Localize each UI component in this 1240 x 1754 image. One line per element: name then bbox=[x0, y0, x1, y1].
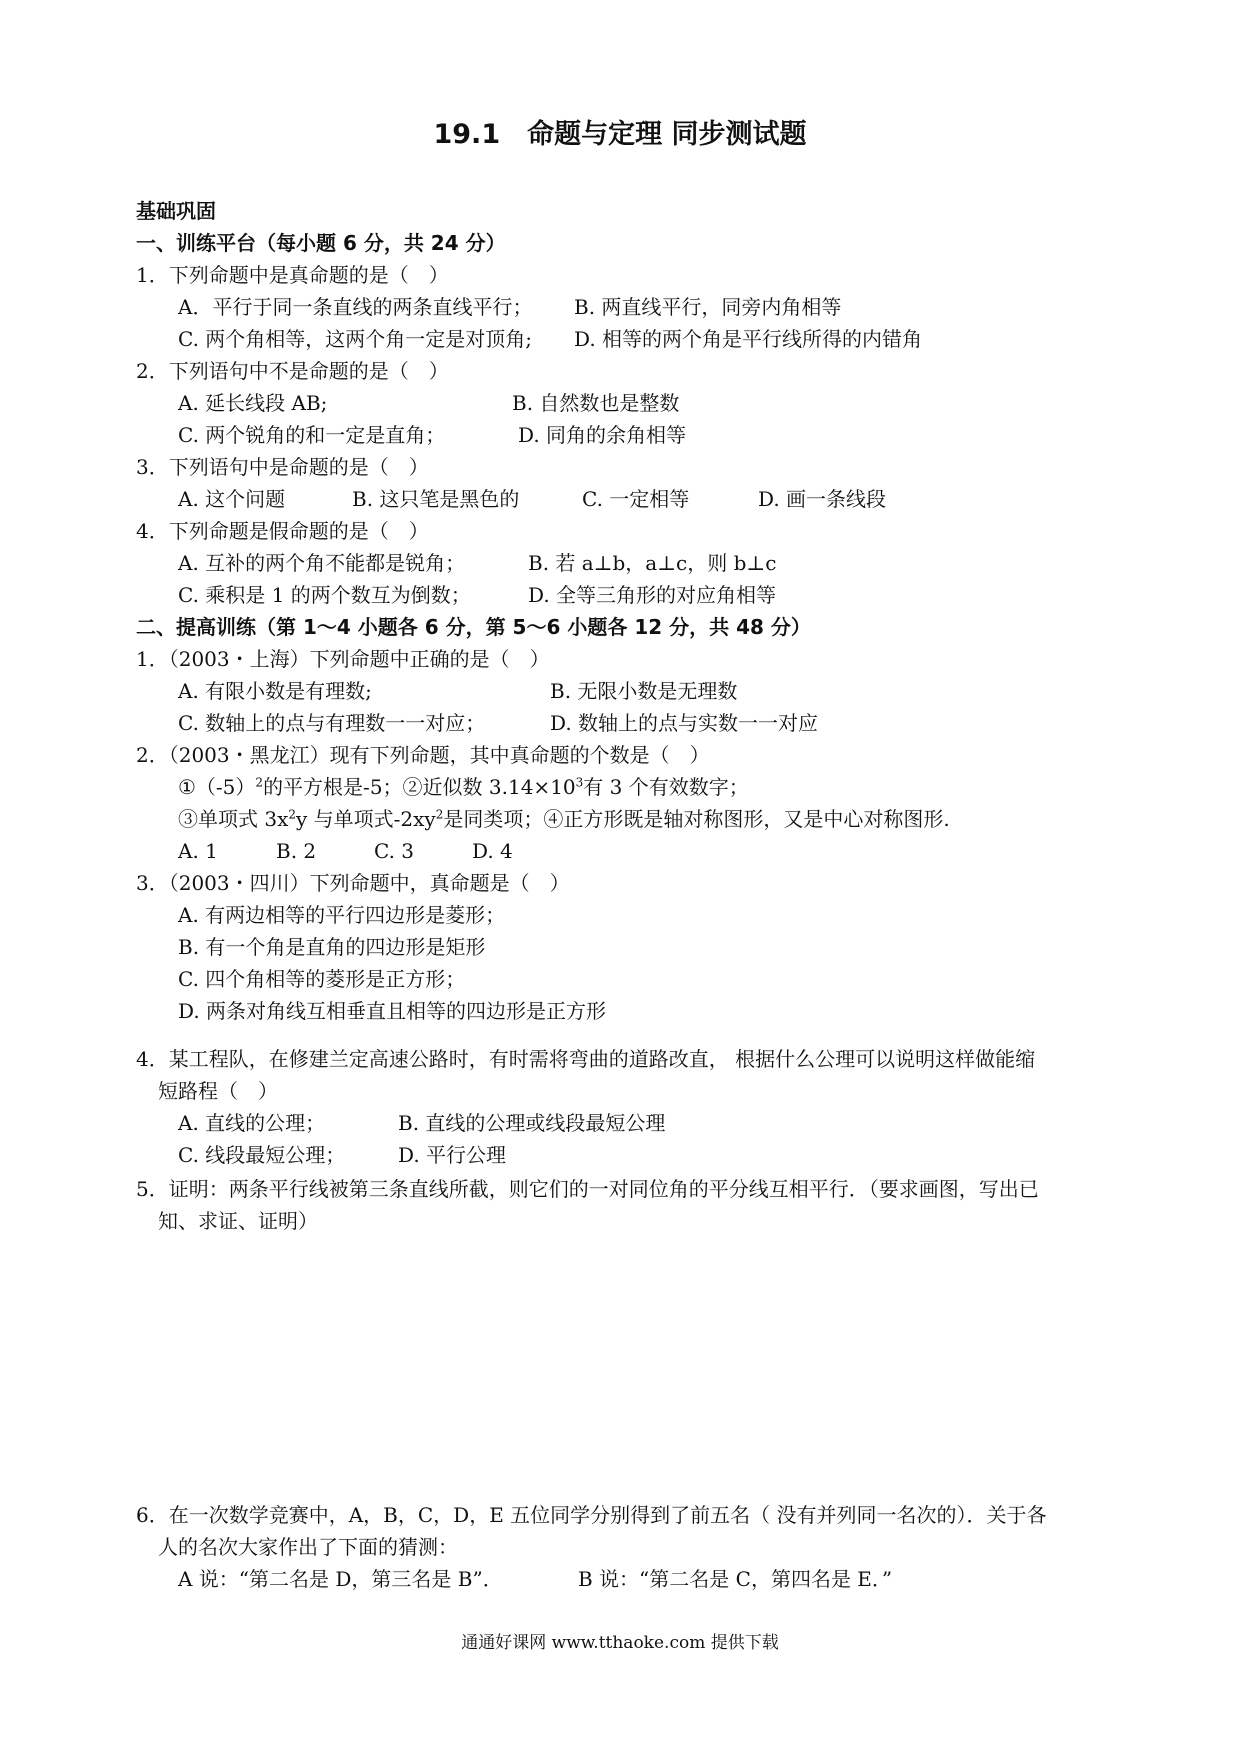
p2-q4-option-c: C. 线段最短公理； bbox=[178, 1143, 346, 1167]
p2-q2-s2-part-b: y 与单项式-2xy bbox=[296, 807, 436, 831]
p1-q4-option-a: A. 互补的两个角不能都是锐角； bbox=[178, 551, 466, 575]
p2-q1-option-a: A. 有限小数是有理数; bbox=[178, 679, 372, 703]
p2-q4-stem-line1: 4．某工程队，在修建兰定高速公路时，有时需将弯曲的道路改直， 根据什么公理可以说明这样做能缩 bbox=[136, 1047, 1036, 1071]
p2-q2-stem: 2．（2003・黑龙江）现有下列命题，其中真命题的个数是（ ） bbox=[136, 743, 710, 767]
p2-q1-option-d: D. 数轴上的点与实数一一对应 bbox=[550, 711, 819, 735]
p1-q3-option-c: C. 一定相等 bbox=[582, 487, 690, 511]
page-title: 19.1 命题与定理 同步测试题 bbox=[433, 119, 807, 150]
p2-q3-option-c: C. 四个角相等的菱形是正方形； bbox=[178, 967, 466, 991]
p2-q1-option-c: C. 数轴上的点与有理数一一对应； bbox=[178, 711, 486, 735]
p1-q3-stem: 3．下列语句中是命题的是（ ） bbox=[136, 455, 429, 479]
p2-q4-option-b: B. 直线的公理或线段最短公理 bbox=[398, 1111, 666, 1135]
p1-q2-option-d: D. 同角的余角相等 bbox=[518, 423, 687, 447]
p1-q4-option-d: D. 全等三角形的对应角相等 bbox=[528, 583, 777, 607]
p2-q2-s1-part-c: 有 3 个有效数字； bbox=[583, 775, 749, 799]
part1-heading: 一、训练平台（每小题 6 分，共 24 分） bbox=[136, 231, 506, 255]
p1-q4-option-b: B. 若 a⊥b，a⊥c，则 b⊥c bbox=[528, 551, 777, 575]
p2-q2-s2-exponent-2: 2 bbox=[435, 807, 444, 822]
p1-q2-option-c: C. 两个锐角的和一定是直角； bbox=[178, 423, 446, 447]
p2-q2-statements-1 bbox=[178, 772, 749, 802]
p1-q1-option-a: A．平行于同一条直线的两条直线平行； bbox=[178, 295, 533, 319]
p2-q2-statements-2 bbox=[178, 804, 950, 834]
p2-q3-option-b: B. 有一个角是直角的四边形是矩形 bbox=[178, 935, 486, 959]
p1-q4-stem: 4．下列命题是假命题的是（ ） bbox=[136, 519, 429, 543]
p2-q4-option-d: D. 平行公理 bbox=[398, 1143, 507, 1167]
page-footer: 通通好课网 www.tthaoke.com 提供下载 bbox=[461, 1633, 779, 1653]
p2-q3-option-a: A. 有两边相等的平行四边形是菱形； bbox=[178, 903, 506, 927]
p2-q5-line1: 5．证明：两条平行线被第三条直线所截，则它们的一对同位角的平分线互相平行．（要求画图，写出已 bbox=[136, 1177, 1039, 1201]
p1-q3-option-b: B. 这只笔是黑色的 bbox=[352, 487, 520, 511]
p2-q1-stem: 1．（2003・上海）下列命题中正确的是（ ） bbox=[136, 647, 550, 671]
p2-q5-line2: 知、求证、证明） bbox=[158, 1209, 318, 1233]
p2-q4-option-a: A. 直线的公理； bbox=[178, 1111, 326, 1135]
p2-q2-s1-part-b: 的平方根是-5；②近似数 3.14×10 bbox=[263, 775, 576, 799]
p1-q3-option-d: D. 画一条线段 bbox=[758, 487, 887, 511]
p1-q2-option-a: A. 延长线段 AB; bbox=[178, 391, 328, 415]
p2-q2-s1-exponent: 2 bbox=[255, 775, 264, 790]
p2-q4-stem-line2: 短路程（ ） bbox=[158, 1079, 278, 1103]
p2-q2-s1-part-a: ①（-5） bbox=[178, 775, 256, 799]
p2-q2-option-a: A. 1 bbox=[178, 839, 218, 863]
p2-q6-line1: 6．在一次数学竞赛中，A，B，C，D，E 五位同学分别得到了前五名（ 没有并列同一名次的）．关于各 bbox=[136, 1503, 1047, 1527]
p1-q1-option-b: B. 两直线平行，同旁内角相等 bbox=[574, 295, 842, 319]
part2-heading: 二、提高训练（第 1～4 小题各 6 分，第 5～6 小题各 12 分，共 48 分） bbox=[136, 615, 811, 639]
p2-q2-s2-exponent: 2 bbox=[288, 807, 297, 822]
section-basic-heading: 基础巩固 bbox=[136, 199, 216, 223]
p2-q2-s1-exponent-2: 3 bbox=[575, 775, 584, 790]
p2-q6-line2: 人的名次大家作出了下面的猜测： bbox=[158, 1535, 458, 1559]
p2-q2-s2-part-a: ③单项式 3x bbox=[178, 807, 289, 831]
p2-q6-guess-a: A 说：“第二名是 D，第三名是 B”． bbox=[178, 1567, 503, 1591]
p2-q3-option-d: D. 两条对角线互相垂直且相等的四边形是正方形 bbox=[178, 999, 607, 1023]
p1-q3-option-a: A. 这个问题 bbox=[178, 487, 286, 511]
p1-q2-option-b: B. 自然数也是整数 bbox=[512, 391, 680, 415]
p2-q6-guess-b: B 说：“第二名是 C，第四名是 E．” bbox=[578, 1567, 893, 1591]
p1-q4-option-c: C. 乘积是 1 的两个数互为倒数； bbox=[178, 583, 471, 607]
p1-q2-stem: 2．下列语句中不是命题的是（ ） bbox=[136, 359, 449, 383]
p2-q2-option-b: B. 2 bbox=[276, 839, 317, 863]
p1-q1-option-c: C. 两个角相等，这两个角一定是对顶角; bbox=[178, 327, 533, 351]
p2-q3-stem: 3．（2003・四川）下列命题中，真命题是（ ） bbox=[136, 871, 570, 895]
p1-q1-stem: 1．下列命题中是真命题的是（ ） bbox=[136, 263, 449, 287]
p1-q1-option-d: D. 相等的两个角是平行线所得的内错角 bbox=[574, 327, 923, 351]
p2-q2-option-d: D. 4 bbox=[472, 839, 513, 863]
p2-q2-option-c: C. 3 bbox=[374, 839, 415, 863]
p2-q1-option-b: B. 无限小数是无理数 bbox=[550, 679, 738, 703]
p2-q2-s2-part-c: 是同类项；④正方形既是轴对称图形，又是中心对称图形. bbox=[443, 807, 950, 831]
